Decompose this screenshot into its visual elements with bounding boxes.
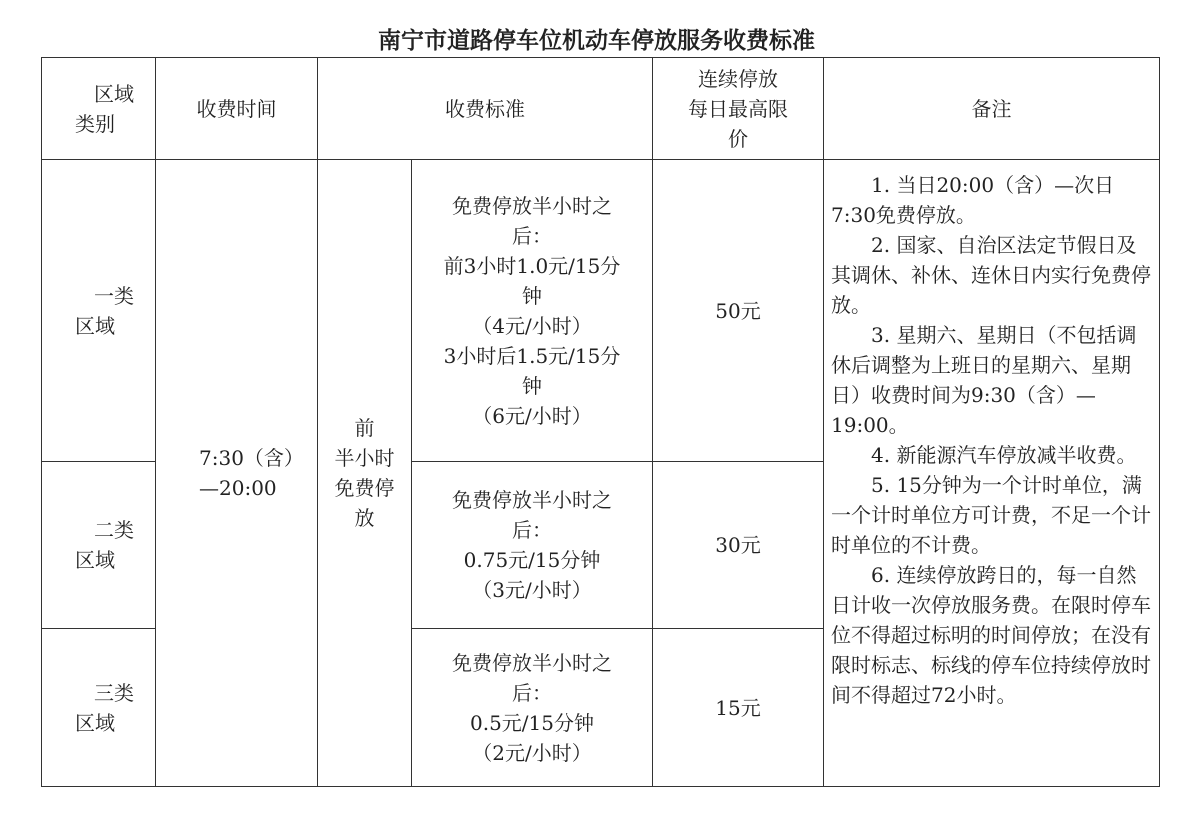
standard-text: 免费停放半小时之 xyxy=(452,650,612,675)
header-text: 区域 xyxy=(94,81,134,106)
standard-text: 后： xyxy=(512,223,552,248)
note-item: 4. 新能源汽车停放减半收费。 xyxy=(871,443,1137,467)
area-text: 一类 xyxy=(94,283,134,308)
table-row xyxy=(42,160,1160,462)
standard-text: 免费停放半小时之 xyxy=(452,193,612,218)
header-charge-time: 收费时间 xyxy=(156,58,318,160)
free-text: 免费停 xyxy=(334,476,395,500)
area-text: 三类 xyxy=(94,680,134,705)
standard-text: （3元/小时） xyxy=(472,578,592,602)
header-text: 每日最高限 xyxy=(688,96,788,121)
standard-text: 0.5元/15分钟 xyxy=(470,710,594,735)
area-cell xyxy=(42,629,156,787)
area-cell xyxy=(42,160,156,462)
header-notes: 备注 xyxy=(824,58,1160,160)
header-row xyxy=(42,58,1160,160)
standard-text: 后： xyxy=(512,680,552,705)
area-cell xyxy=(42,462,156,629)
standard-text: （2元/小时） xyxy=(472,740,592,765)
fee-table xyxy=(41,57,1160,787)
standard-text: 0.75元/15分钟 xyxy=(463,548,601,572)
daily-max-cell: 30元 xyxy=(653,462,824,629)
page-title: 南宁市道路停车位机动车停放服务收费标准 xyxy=(378,28,815,54)
standard-text: 3小时后1.5元/15分 xyxy=(443,343,621,368)
time-text: 7:30（含） xyxy=(199,446,304,470)
free-period-cell xyxy=(318,160,412,787)
note-item: 1. 当日20:00（含）—次日7:30免费停放。 xyxy=(831,173,1115,227)
area-text: 二类 xyxy=(94,518,134,542)
standard-cell xyxy=(412,462,653,629)
note-item: 5. 15分钟为一个计时单位，满一个计时单位方可计费，不足一个计时单位的不计费。 xyxy=(831,473,1151,557)
free-text: 放 xyxy=(354,506,375,530)
standard-text: 后： xyxy=(512,518,552,542)
note-item: 3. 星期六、星期日（不包括调休后调整为上班日的星期六、星期日）收费时间为9:30（含）—19:00。 xyxy=(831,323,1137,437)
standard-text: 免费停放半小时之 xyxy=(452,488,612,512)
header-text: 连续停放 xyxy=(698,66,778,91)
free-text: 半小时 xyxy=(334,446,395,470)
charge-time-cell xyxy=(156,160,318,787)
header-daily-max xyxy=(653,58,824,160)
area-text: 区域 xyxy=(75,313,115,338)
area-text: 区域 xyxy=(75,548,115,572)
area-text: 区域 xyxy=(75,710,115,735)
note-item: 6. 连续停放跨日的，每一自然日计收一次停放服务费。在限时停车位不得超过标明的时间停放；在没有限时标志、标线的停车位持续停放时间不得超过72小时。 xyxy=(831,563,1151,707)
header-charge-standard: 收费标准 xyxy=(318,58,653,160)
notes-cell xyxy=(824,160,1160,787)
standard-text: 钟 xyxy=(522,283,542,308)
free-text: 前 xyxy=(354,416,375,440)
standard-text: （4元/小时） xyxy=(472,313,592,338)
note-item: 2. 国家、自治区法定节假日及其调休、补休、连休日内实行免费停放。 xyxy=(831,233,1151,317)
time-text: —20:00 xyxy=(199,476,277,500)
daily-max-cell: 50元 xyxy=(653,160,824,462)
header-text: 价 xyxy=(728,126,748,151)
standard-text: 前3小时1.0元/15分 xyxy=(443,253,621,278)
header-area-type xyxy=(42,58,156,160)
standard-text: 钟 xyxy=(522,373,542,398)
standard-cell xyxy=(412,160,653,462)
standard-cell xyxy=(412,629,653,787)
daily-max-cell: 15元 xyxy=(653,629,824,787)
header-text: 类别 xyxy=(75,111,115,136)
standard-text: （6元/小时） xyxy=(472,403,592,428)
